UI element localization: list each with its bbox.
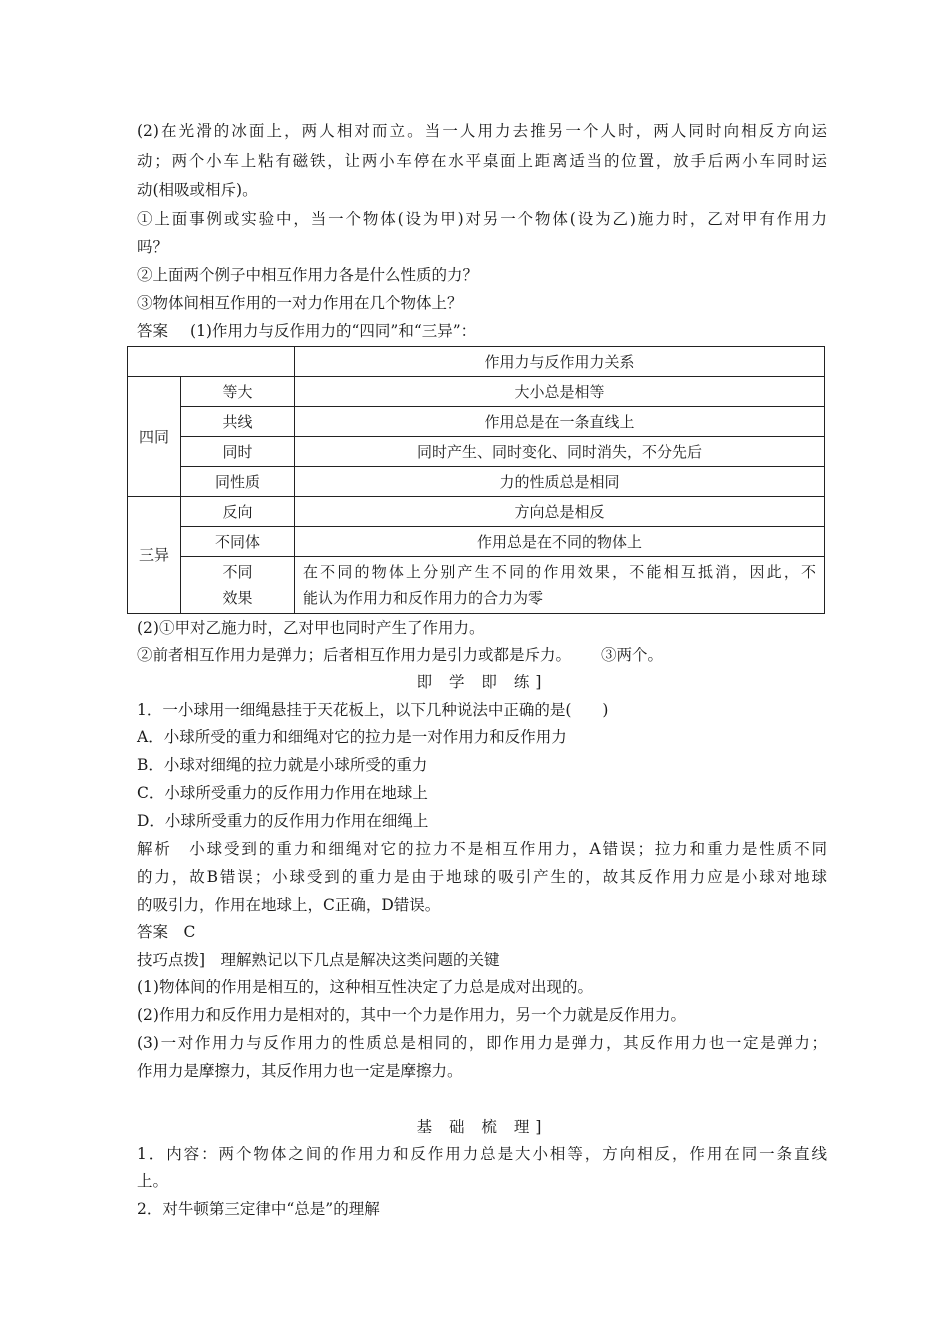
basics-point-2: 2．对牛顿第三定律中“总是”的理解 xyxy=(137,1200,380,1218)
row-key: 共线 xyxy=(181,407,295,437)
table-row xyxy=(128,527,825,557)
paragraph-2-line-1: (2)在光滑的冰面上，两人相对而立。当一人用力去推另一个人时，两人同时向相反方向运 xyxy=(137,122,827,140)
row-value: 同时产生、同时变化、同时消失，不分先后 xyxy=(295,437,825,467)
practice-question: 1．一小球用一细绳悬挂于天花板上，以下几种说法中正确的是( ) xyxy=(137,701,609,719)
row-key-different-effect xyxy=(181,557,295,614)
answer-intro xyxy=(137,321,827,341)
answer-2-part-2: ②前者相互作用力是弹力；后者相互作用力是引力或都是斥力。 xyxy=(137,646,572,664)
question-1-line-2: 吗？ xyxy=(137,238,169,256)
row-key-line-1: 不同 xyxy=(222,563,253,581)
relation-table xyxy=(127,346,825,614)
row-value-line-1: 在不同的物体上分别产生不同的作用效果，不能相互抵消，因此，不 xyxy=(303,563,816,581)
answer-2-part-3: ③两个。 xyxy=(601,646,664,664)
tips-title: 技巧点拨] 理解熟记以下几点是解决这类问题的关键 xyxy=(137,951,500,969)
row-key: 反向 xyxy=(181,497,295,527)
tip-1: (1)物体间的作用是相互的，这种相互性决定了力总是成对出现的。 xyxy=(137,978,593,996)
tip-2: (2)作用力和反作用力是相对的，其中一个力是作用力，另一个力就是反作用力。 xyxy=(137,1006,686,1024)
table-row xyxy=(128,497,825,527)
row-key: 同时 xyxy=(181,437,295,467)
group-label-three-different: 三异 xyxy=(128,497,181,614)
table-header-row xyxy=(128,347,825,377)
table-corner-cell xyxy=(128,347,295,377)
row-value-line-2: 能认为作用力和反作用力的合力为零 xyxy=(303,589,544,607)
table-row xyxy=(128,377,825,407)
row-value: 力的性质总是相同 xyxy=(295,467,825,497)
option-a: A．小球所受的重力和细绳对它的拉力是一对作用力和反作用力 xyxy=(137,728,567,746)
practice-answer: 答案 C xyxy=(137,923,196,941)
analysis-line-3: 的吸引力，作用在地球上，C正确，D错误。 xyxy=(137,896,441,914)
basics-point-1-line-1: 1．内容：两个物体之间的作用力和反作用力总是大小相等，方向相反，作用在同一条直线 xyxy=(137,1145,827,1163)
answer-2-line-1: (2)①甲对乙施力时，乙对甲也同时产生了作用力。 xyxy=(137,619,485,637)
table-row xyxy=(128,437,825,467)
paragraph-2-line-2: 动；两个小车上粘有磁铁，让两小车停在水平桌面上距离适当的位置，放手后两小车同时运 xyxy=(137,152,827,170)
table-row xyxy=(128,557,825,614)
tip-3-line-2: 作用力是摩擦力，其反作用力也一定是摩擦力。 xyxy=(137,1062,463,1080)
analysis-line-2: 的力，故B错误；小球受到的重力是由于地球的吸引产生的，故其反作用力应是小球对地球 xyxy=(137,868,827,886)
table-row xyxy=(128,407,825,437)
table-header-cell: 作用力与反作用力关系 xyxy=(295,347,825,377)
row-key: 同性质 xyxy=(181,467,295,497)
row-key: 不同体 xyxy=(181,527,295,557)
row-value: 作用总是在不同的物体上 xyxy=(295,527,825,557)
question-1-line-1: ①上面事例或实验中，当一个物体(设为甲)对另一个物体(设为乙)施力时，乙对甲有作用力 xyxy=(137,210,827,228)
answer-label: 答案 xyxy=(137,322,169,340)
row-value-different-effect xyxy=(295,557,825,614)
answer-text: (1)作用力与反作用力的“四同”和“三异”： xyxy=(190,322,477,340)
tip-3-line-1: (3)一对作用力与反作用力的性质总是相同的，即作用力是弹力，其反作用力也一定是弹力； xyxy=(137,1034,827,1052)
group-label-four-same: 四同 xyxy=(128,377,181,497)
option-c: C．小球所受重力的反作用力作用在地球上 xyxy=(137,784,428,802)
option-d: D．小球所受重力的反作用力作用在细绳上 xyxy=(137,812,429,830)
question-3: ③物体间相互作用的一对力作用在几个物体上？ xyxy=(137,294,463,312)
row-value: 作用总是在一条直线上 xyxy=(295,407,825,437)
table-row xyxy=(128,467,825,497)
basics-heading: 基 础 梳 理] xyxy=(416,1118,548,1136)
question-2: ②上面两个例子中相互作用力各是什么性质的力？ xyxy=(137,266,479,284)
row-key-line-2: 效果 xyxy=(222,589,253,607)
paragraph-2-line-3: 动(相吸或相斥)。 xyxy=(137,181,258,199)
row-value: 方向总是相反 xyxy=(295,497,825,527)
answer-2-line-2 xyxy=(137,645,827,665)
analysis-line-1: 解析 小球受到的重力和细绳对它的拉力不是相互作用力，A错误；拉力和重力是性质不同 xyxy=(137,840,827,858)
row-value: 大小总是相等 xyxy=(295,377,825,407)
basics-point-1-line-2: 上。 xyxy=(137,1172,169,1190)
practice-heading: 即 学 即 练] xyxy=(416,673,548,691)
option-b: B．小球对细绳的拉力就是小球所受的重力 xyxy=(137,756,428,774)
row-key: 等大 xyxy=(181,377,295,407)
